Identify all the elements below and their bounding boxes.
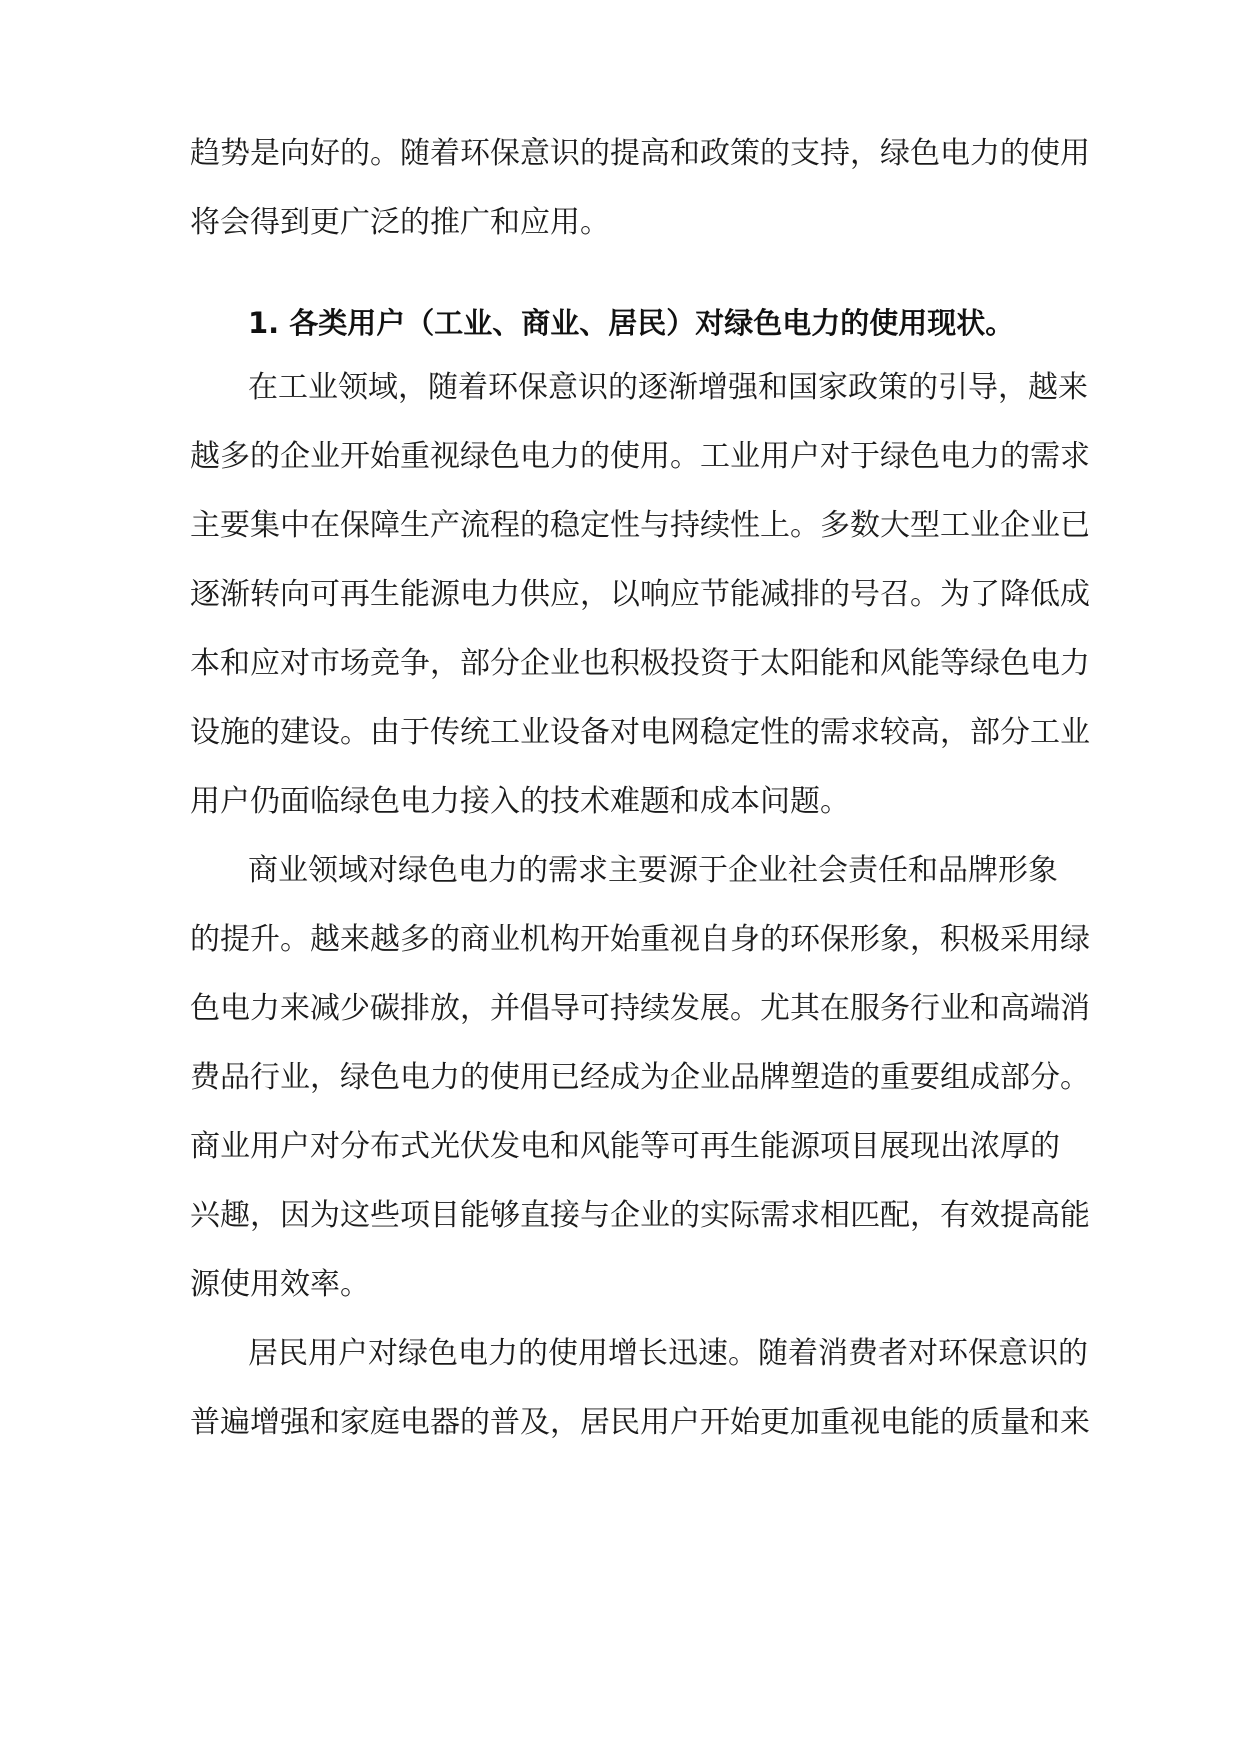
text-line: 用户仍面临绿色电力接入的技术难题和成本问题。 xyxy=(190,784,850,819)
text-line: 本和应对市场竞争，部分企业也积极投资于太阳能和风能等绿色电力 xyxy=(190,646,1090,681)
text-line: 色电力来减少碳排放，并倡导可持续发展。尤其在服务行业和高端消 xyxy=(190,991,1090,1026)
text-line: 商业领域对绿色电力的需求主要源于企业社会责任和品牌形象 xyxy=(248,853,1058,888)
text-line: 将会得到更广泛的推广和应用。 xyxy=(190,205,610,240)
text-line: 源使用效率。 xyxy=(190,1267,370,1302)
text-line: 的提升。越来越多的商业机构开始重视自身的环保形象，积极采用绿 xyxy=(190,922,1090,957)
section-heading: 1. 各类用户（工业、商业、居民）对绿色电力的使用现状。 xyxy=(248,306,1015,340)
text-line: 越多的企业开始重视绿色电力的使用。工业用户对于绿色电力的需求 xyxy=(190,439,1090,474)
text-line: 设施的建设。由于传统工业设备对电网稳定性的需求较高，部分工业 xyxy=(190,715,1090,750)
text-line: 逐渐转向可再生能源电力供应，以响应节能减排的号召。为了降低成 xyxy=(190,577,1090,612)
text-line: 商业用户对分布式光伏发电和风能等可再生能源项目展现出浓厚的 xyxy=(190,1129,1060,1164)
text-line: 普遍增强和家庭电器的普及，居民用户开始更加重视电能的质量和来 xyxy=(190,1405,1090,1440)
text-line: 居民用户对绿色电力的使用增长迅速。随着消费者对环保意识的 xyxy=(248,1336,1088,1371)
text-line: 趋势是向好的。随着环保意识的提高和政策的支持，绿色电力的使用 xyxy=(190,136,1090,171)
text-line: 费品行业，绿色电力的使用已经成为企业品牌塑造的重要组成部分。 xyxy=(190,1060,1090,1095)
text-line: 主要集中在保障生产流程的稳定性与持续性上。多数大型工业企业已 xyxy=(190,508,1090,543)
text-line: 兴趣，因为这些项目能够直接与企业的实际需求相匹配，有效提高能 xyxy=(190,1198,1090,1233)
text-line: 在工业领域，随着环保意识的逐渐增强和国家政策的引导，越来 xyxy=(248,370,1088,405)
